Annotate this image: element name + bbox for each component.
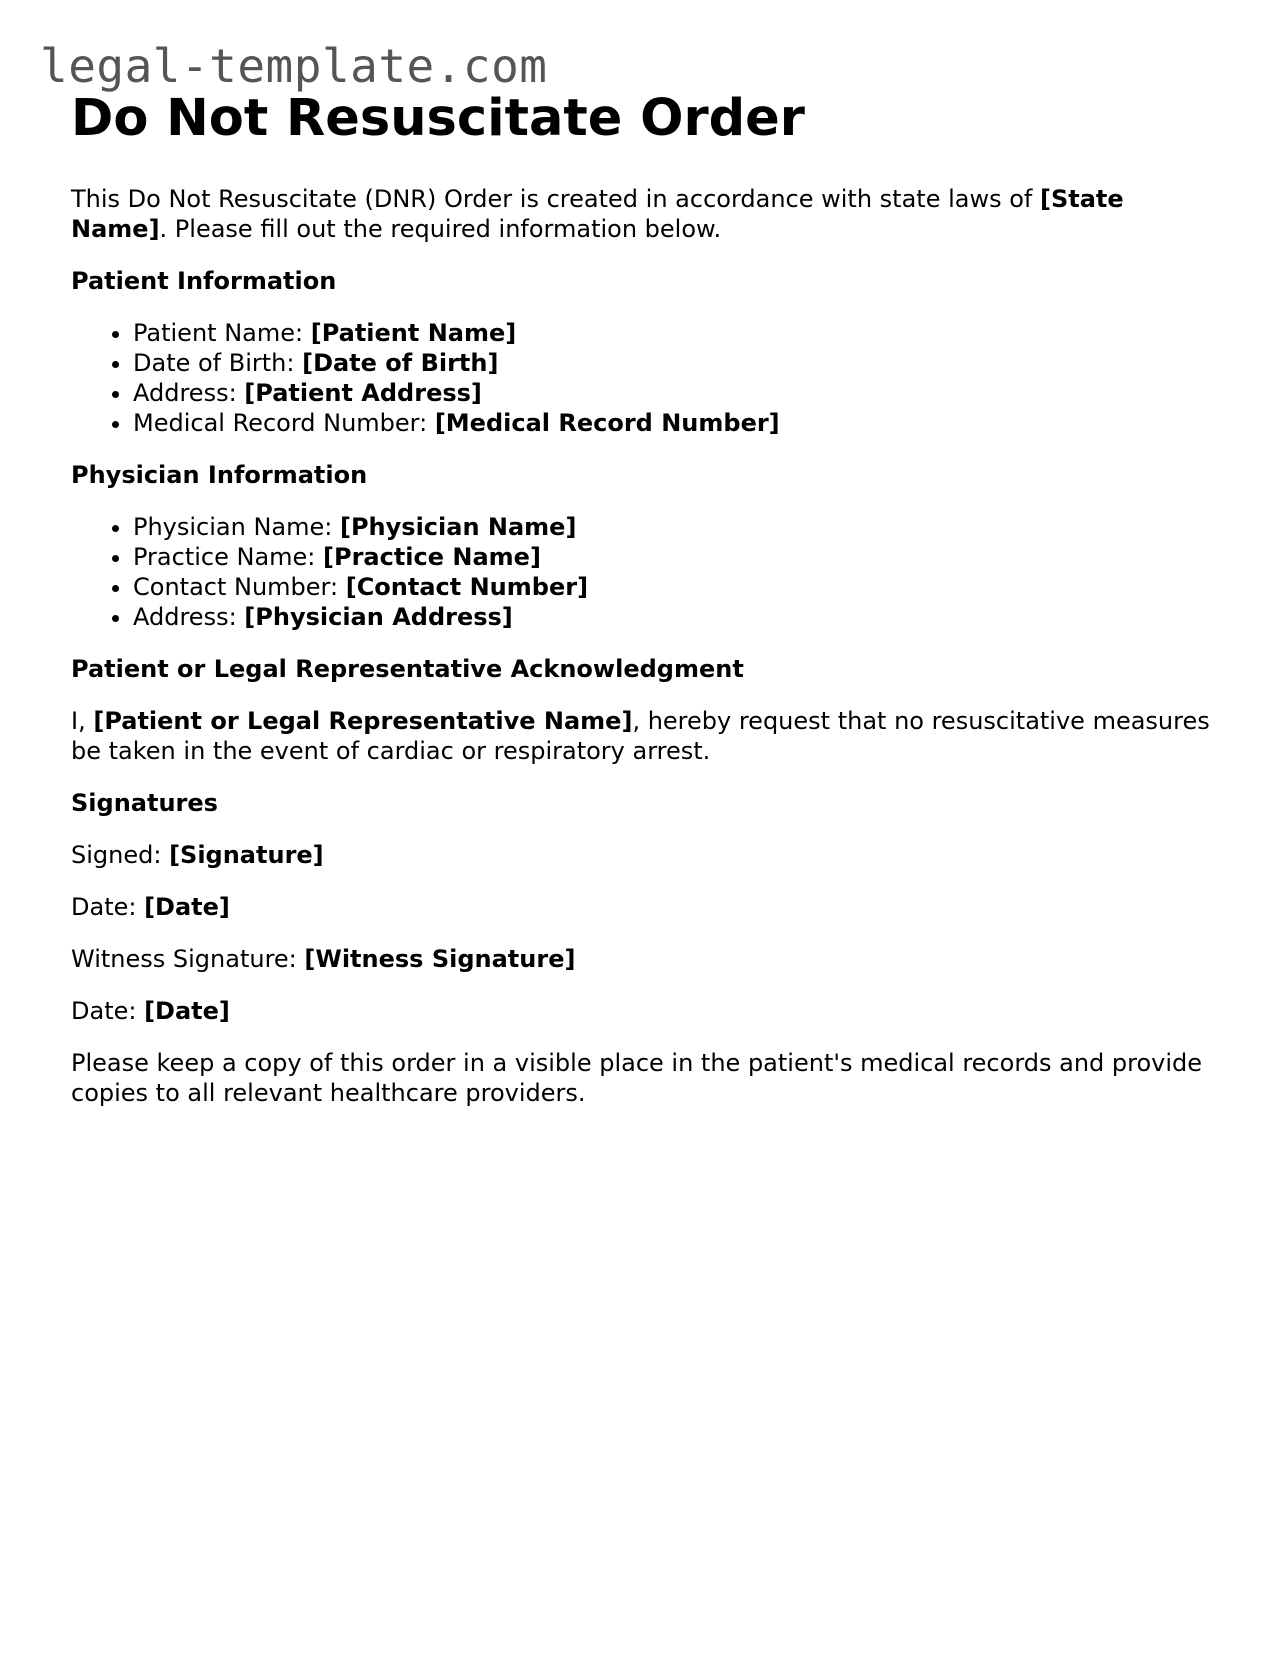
item-label: Address: [133,379,245,407]
acknowledgment-heading: Patient or Legal Representative Acknowledgment [71,655,744,683]
item-label: Date of Birth: [133,349,303,377]
item-placeholder: [Patient Address] [244,379,482,407]
intro-text-after: . Please fill out the required information below. [159,215,722,243]
signature-placeholder: [Signature] [169,841,324,869]
date-label: Date: [71,893,145,921]
patient-info-list [71,318,1221,438]
intro-text-before: This Do Not Resuscitate (DNR) Order is created in accordance with state laws of [71,185,1040,213]
list-item [133,602,1221,632]
witness-signature-placeholder: [Witness Signature] [304,945,576,973]
physician-info-list [71,512,1221,632]
list-item [133,572,1221,602]
item-label: Contact Number: [133,573,346,601]
item-placeholder: [Physician Address] [244,603,513,631]
signatures-heading: Signatures [71,789,218,817]
acknowledgment-text: , hereby request that no resuscitative measures be taken in the event of cardiac or respiratory arrest. [71,707,1210,765]
list-item [133,512,1221,542]
witness-signature-label: Witness Signature: [71,945,305,973]
item-placeholder: [Practice Name] [323,543,541,571]
item-label: Patient Name: [133,319,311,347]
item-label: Address: [133,603,245,631]
intro-paragraph [71,184,1221,244]
date-line [71,892,1221,922]
witness-date-label: Date: [71,997,145,1025]
item-label: Practice Name: [133,543,324,571]
witness-date-placeholder: [Date] [144,997,230,1025]
signature-label: Signed: [71,841,170,869]
list-item [133,378,1221,408]
document-body [71,88,1221,1108]
witness-date-line [71,996,1221,1026]
acknowledgment-paragraph [71,706,1221,766]
list-item [133,542,1221,572]
patient-info-heading: Patient Information [71,267,337,295]
representative-name-placeholder: [Patient or Legal Representative Name] [93,707,633,735]
list-item [133,408,1221,438]
intro-state-placeholder: [State Name] [71,185,1124,243]
signature-line [71,840,1221,870]
list-item [133,318,1221,348]
item-label: Physician Name: [133,513,340,541]
witness-signature-line [71,944,1221,974]
date-placeholder: [Date] [144,893,230,921]
item-placeholder: [Physician Name] [340,513,577,541]
acknowledgment-prefix: I, [71,707,94,735]
item-placeholder: [Patient Name] [310,319,517,347]
item-placeholder: [Contact Number] [345,573,589,601]
page-title: Do Not Resuscitate Order [71,89,805,148]
list-item [133,348,1221,378]
watermark: legal-template.com [40,39,548,93]
item-placeholder: [Medical Record Number] [434,409,780,437]
item-placeholder: [Date of Birth] [302,349,499,377]
closing-paragraph: Please keep a copy of this order in a visible place in the patient's medical records and provide copies to all relevant healthcare providers. [71,1049,1203,1107]
item-label: Medical Record Number: [133,409,435,437]
physician-info-heading: Physician Information [71,461,368,489]
